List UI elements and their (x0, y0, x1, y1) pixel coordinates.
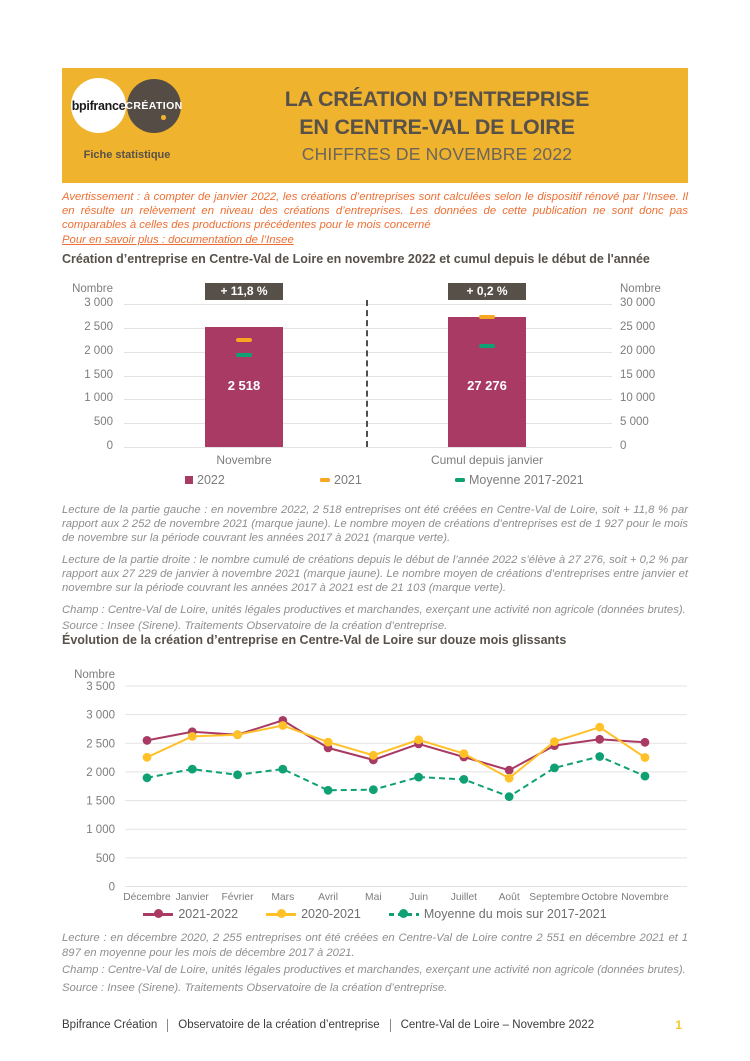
legend-label-2021-2022: 2021-2022 (178, 907, 239, 921)
source-note: Source : Insee (Sirene). Traitements Observatoire de la création d’entreprise. (62, 620, 448, 632)
footer-region-date: Centre-Val de Loire – Novembre 2022 (400, 1019, 595, 1031)
mark-moyenne (236, 353, 252, 357)
mark-2021 (479, 315, 495, 319)
data-point (188, 732, 197, 741)
bar-chart-title: Création d’entreprise en Centre-Val de Loire en novembre 2022 et cumul depuis le début de l'année (62, 252, 650, 266)
mark-2021 (236, 338, 252, 342)
gridline (124, 352, 612, 353)
y-tick-label: 2 500 (86, 738, 115, 751)
series-line-Moyenne du mois sur 2017-2021 (147, 757, 645, 797)
legend-item-moyenne-mois (389, 907, 607, 921)
legend-marker-2022 (185, 476, 193, 484)
data-point (324, 738, 333, 747)
legend-label-2021: 2021 (334, 473, 362, 487)
legend-dot-icon (277, 909, 286, 918)
data-point (143, 773, 152, 782)
series-line-2021-2022 (147, 720, 645, 770)
tagline: Fiche statistique (83, 149, 171, 161)
data-point (278, 765, 287, 774)
footer-divider (167, 1019, 168, 1032)
legend-dot-icon (399, 909, 408, 918)
header-banner (62, 68, 688, 183)
data-point (459, 749, 468, 758)
data-point (641, 738, 650, 747)
line-chart (62, 660, 688, 932)
line-chart-title: Évolution de la création d’entreprise en Centre-Val de Loire sur douze mois glissants (62, 633, 567, 647)
y-tick-label-left: 2 000 (84, 344, 113, 357)
y-tick-label-right: 20 000 (620, 344, 656, 357)
legend-item-2022 (185, 473, 225, 487)
x-tick-label: Septembre (529, 892, 580, 903)
insee-documentation-link[interactable]: Pour en savoir plus : documentation de l’Insee (62, 234, 294, 246)
data-point (550, 737, 559, 746)
pct-badge: + 0,2 % (448, 283, 526, 300)
x-tick-label: Mai (365, 892, 382, 903)
y-axis-caption: Nombre (74, 669, 115, 681)
legend-item-2021 (320, 473, 362, 487)
creation-logo-text: CRÉATION (125, 100, 183, 112)
y-tick-label-left: 3 000 (84, 297, 113, 309)
data-point (505, 792, 514, 801)
gridline (124, 328, 612, 329)
lecture-gauche-note: Lecture de la partie gauche : en novembre 2022, 2 518 entreprises ont été créées en Centre-Val de Loire, soit + 11,8 % par rapport aux 2 252 de novembre 2021 (marque jaune). Le nombre moyen de créations d’entreprises est de 1 927 pour le mois de novembre sur la période couvrant les années 2017 à 2021 (marque verte). (62, 504, 688, 544)
data-point (595, 735, 604, 744)
y-tick-label: 1 000 (86, 824, 115, 837)
y-tick-label: 3 500 (86, 681, 115, 693)
right-axis-caption: Nombre (620, 283, 661, 295)
bar-chart-notes (62, 503, 688, 635)
champ-note: Champ : Centre-Val de Loire, unités légales productives et marchandes, exerçant une activité non agricole (données brutes). (62, 604, 686, 616)
legend-line-sample-2021-2022 (143, 913, 173, 916)
gridline (124, 447, 612, 448)
footer (62, 1018, 688, 1032)
y-tick-label-left: 500 (93, 416, 113, 429)
y-tick-label-left: 1 500 (84, 368, 113, 381)
bar-2022 (448, 317, 526, 447)
legend-label-moyenne: Moyenne 2017-2021 (469, 473, 584, 487)
x-tick-label: Février (221, 892, 254, 903)
bar-chart-legend (62, 473, 688, 491)
bpifrance-logo-text: bpifrance (71, 98, 126, 113)
x-tick-label: Décembre (123, 892, 171, 903)
x-tick-label: Août (498, 892, 520, 903)
legend-item-2020-2021 (266, 907, 361, 921)
data-point (595, 752, 604, 761)
footer-brand: Bpifrance Création (62, 1019, 158, 1031)
mark-moyenne (479, 344, 495, 348)
gridline (124, 304, 612, 305)
page-title-line1: LA CRÉATION D’ENTREPRISE (284, 87, 590, 111)
y-tick-label-right: 30 000 (620, 297, 656, 309)
data-point (459, 775, 468, 784)
y-tick-label: 3 000 (86, 709, 115, 722)
y-tick-label: 2 000 (86, 766, 115, 779)
warning-text: Avertissement : à compter de janvier 2022, les créations d’entreprises sont calculées selon le dispositif rénové par l’Insee. Il en résulte un relèvement en niveau des créations d’entreprises. Les données de cette publication ne sont donc pas comparables à celles des productions précédentes pour le mois concerné (62, 191, 688, 231)
gridline (124, 376, 612, 377)
data-point (641, 772, 650, 781)
data-point (505, 774, 514, 783)
x-tick-label: Juin (409, 892, 429, 903)
x-tick-label: Mars (271, 892, 295, 903)
legend-line-sample-moyenne (389, 913, 419, 916)
x-category-label: Novembre (216, 453, 272, 467)
y-tick-label-left: 1 000 (84, 392, 113, 405)
data-point (550, 764, 559, 773)
x-tick-label: Juillet (450, 892, 478, 903)
legend-label-2020-2021: 2020-2021 (301, 907, 361, 921)
data-point (369, 785, 378, 794)
pct-badge: + 11,8 % (205, 283, 283, 300)
data-point (143, 753, 152, 762)
line-chart-notes (62, 931, 688, 998)
legend-dot-icon (154, 909, 163, 918)
bpifrance-logo (71, 78, 126, 133)
source-note: Source : Insee (Sirene). Traitements Observatoire de la création d’entreprise. (62, 981, 448, 994)
data-point (233, 770, 242, 779)
gridline (124, 423, 612, 424)
line-chart-legend (62, 907, 688, 921)
champ-note: Champ : Centre-Val de Loire, unités légales productives et marchandes, exerçant une activité non agricole (données brutes). (62, 964, 686, 976)
title-block (202, 85, 672, 168)
legend-marker-moyenne (455, 478, 465, 482)
page-subtitle: CHIFFRES DE NOVEMBRE 2022 (301, 144, 573, 164)
gridline (124, 399, 612, 400)
x-tick-label: Janvier (175, 892, 209, 903)
data-point (595, 723, 604, 732)
x-tick-label: Avril (318, 892, 339, 903)
divider-dashed-line (366, 300, 368, 447)
y-tick-label-right: 0 (620, 440, 627, 452)
bar-value-label: 2 518 (227, 377, 261, 393)
y-tick-label-right: 10 000 (620, 392, 656, 405)
data-point (505, 766, 514, 775)
data-point (414, 773, 423, 782)
y-tick-label-left: 2 500 (84, 320, 113, 333)
y-tick-label-right: 25 000 (620, 320, 656, 333)
bar-value-label: 27 276 (467, 377, 507, 393)
legend-label-2022: 2022 (197, 473, 225, 487)
lecture-note: Lecture : en décembre 2020, 2 255 entreprises ont été créées en Centre-Val de Loire contre 2 551 en décembre 2021 et 1 897 en moyenne pour les mois de décembre 2017 à 2021. (62, 932, 688, 959)
footer-divider (390, 1019, 391, 1032)
data-point (324, 786, 333, 795)
x-tick-label: Novembre (621, 892, 669, 903)
y-tick-label: 500 (95, 852, 115, 865)
data-point (278, 721, 287, 730)
page-number: 1 (675, 1018, 682, 1032)
y-tick-label-right: 15 000 (620, 368, 656, 381)
legend-label-moyenne-mois: Moyenne du mois sur 2017-2021 (423, 907, 607, 921)
footer-observatoire: Observatoire de la création d’entreprise (178, 1019, 380, 1031)
y-tick-label: 1 500 (86, 795, 115, 808)
y-tick-label-left: 0 (106, 440, 113, 452)
bar-2022 (205, 327, 283, 447)
page-title-line2: EN CENTRE-VAL DE LOIRE (299, 115, 575, 139)
data-point (188, 765, 197, 774)
legend-item-2021-2022 (143, 907, 238, 921)
lecture-droite-note: Lecture de la partie droite : le nombre cumulé de créations depuis le début de l’année 2022 s’élève à 27 276, soit + 0,2 % par rapport aux 27 229 de janvier à novembre 2021 (marque jaune). Le nombre moyen de créations d’entreprises entre janvier et novembre sur la période couvrant les années 2017 à 2021 est de 21 103 (marque verte). (62, 554, 688, 594)
creation-logo (127, 79, 181, 133)
legend-marker-2021 (320, 478, 330, 482)
line-chart-plot (62, 660, 688, 906)
creation-logo-yellow-dot-icon (161, 115, 166, 120)
data-point (414, 735, 423, 744)
data-point (641, 753, 650, 762)
x-tick-label: Octobre (581, 892, 619, 903)
bar-chart (62, 278, 688, 493)
data-point (369, 751, 378, 760)
legend-item-moyenne (455, 473, 584, 487)
x-category-label: Cumul depuis janvier (430, 453, 544, 467)
left-axis-caption: Nombre (72, 283, 113, 295)
y-tick-label-right: 5 000 (620, 416, 649, 429)
data-point (233, 730, 242, 739)
data-point (143, 736, 152, 745)
y-tick-label: 0 (108, 881, 115, 894)
legend-line-sample-2020-2021 (266, 913, 296, 916)
